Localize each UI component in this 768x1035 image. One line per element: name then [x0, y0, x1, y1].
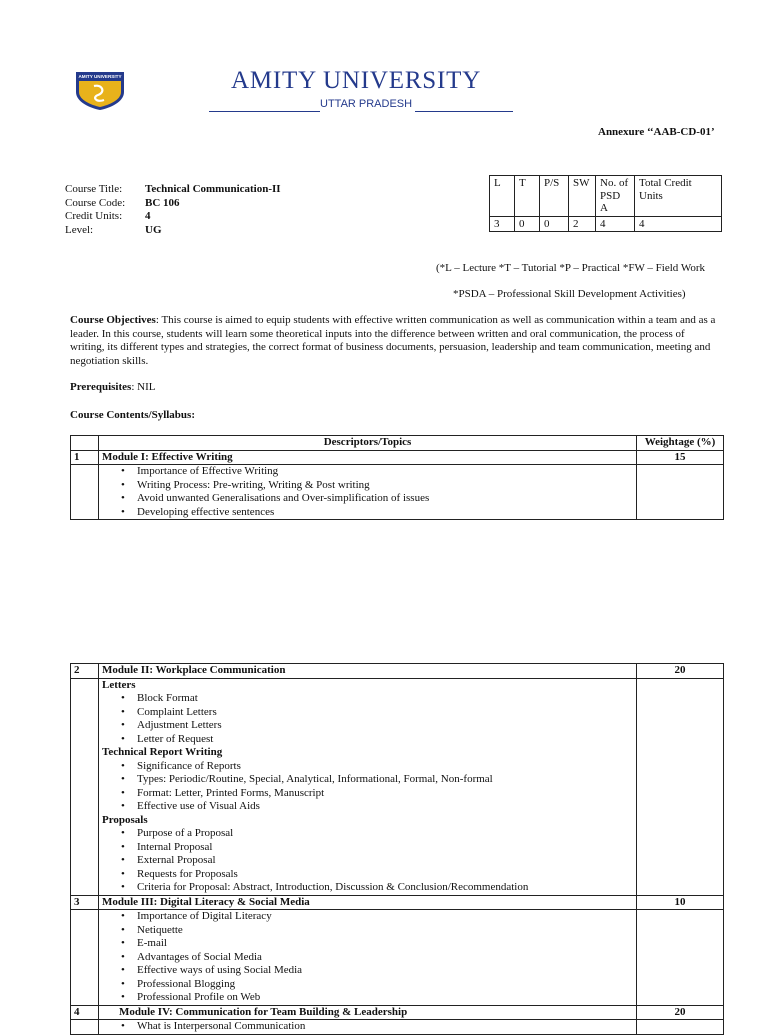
topic-group-heading: Technical Report Writing [102, 746, 223, 758]
module-topics [99, 678, 637, 895]
topic-item: • E-mail [137, 937, 633, 951]
credit-value-cell: 2 [569, 216, 596, 232]
module-3-topics-row [71, 910, 724, 1006]
course-title-value: Technical Communication-II [145, 183, 281, 195]
topic-list [102, 827, 633, 895]
topic-item: • Adjustment Letters [137, 719, 633, 733]
prerequisites [70, 381, 720, 395]
logo-lettering: AMITY UNIVERSITY [78, 74, 122, 79]
module-number: 1 [71, 450, 99, 465]
topic-item: • Requests for Proposals [137, 868, 633, 882]
header-num-cell [71, 436, 99, 451]
state-rule-right [415, 101, 513, 112]
credit-value-cell: 4 [596, 216, 635, 232]
topic-group-heading: Proposals [102, 813, 148, 826]
module-weightage: 15 [637, 450, 724, 465]
university-name: AMITY UNIVERSITY [231, 67, 482, 94]
topic-item: • Purpose of a Proposal [137, 827, 633, 841]
topic-item: • Writing Process: Pre-writing, Writing & Post writing [137, 479, 633, 493]
credit-header-cell: Total Credit Units [635, 176, 722, 217]
credit-header-cell: L [490, 176, 515, 217]
empty-cell [637, 678, 724, 895]
topic-item: • Professional Blogging [137, 978, 633, 992]
prerequisites-text: : NIL [131, 381, 156, 393]
module-title: Module I: Effective Writing [99, 450, 637, 465]
course-title-label: Course Title: [65, 183, 123, 195]
module-weightage: 10 [637, 895, 724, 910]
topic-list [102, 692, 633, 746]
credit-header-cell: P/S [540, 176, 569, 217]
topic-item: • Importance of Effective Writing [137, 465, 633, 479]
annexure-label: Annexure ‘‘AAB-CD-01’ [598, 126, 715, 138]
empty-cell [71, 1020, 99, 1035]
syllabus-table-part-2 [70, 663, 724, 1035]
module-4-topics-row [71, 1020, 724, 1035]
credit-header-cell: No. of PSD A [596, 176, 635, 217]
empty-cell [71, 678, 99, 895]
credit-table [489, 175, 722, 232]
syllabus-table-part-1 [70, 435, 724, 520]
topic-item: • Developing effective sentences [137, 506, 633, 520]
topics-column-header: Descriptors/Topics [99, 436, 637, 451]
topic-item: • Types: Periodic/Routine, Special, Analytical, Informational, Formal, Non-formal [137, 773, 633, 787]
module-1-title-row [71, 450, 724, 465]
module-1-topics-row [71, 465, 724, 520]
module-2-topics-row [71, 678, 724, 895]
level-label: Level: [65, 223, 94, 236]
topic-group-heading: Letters [102, 678, 136, 691]
course-info [65, 183, 281, 237]
psda-note: *PSDA – Professional Skill Development Activities) [453, 288, 686, 300]
credit-units-label: Credit Units: [65, 210, 123, 222]
topic-item: • Letter of Request [137, 733, 633, 747]
topic-item: • Internal Proposal [137, 841, 633, 855]
topic-item: • Advantages of Social Media [137, 951, 633, 965]
prerequisites-label: Prerequisites [70, 381, 132, 393]
topic-item: • What is Interpersonal Communication [137, 1020, 633, 1034]
module-title: Module II: Workplace Communication [99, 664, 637, 679]
module-title: Module III: Digital Literacy & Social Media [99, 895, 637, 910]
module-topics [99, 910, 637, 1006]
contents-heading: Course Contents/Syllabus: [70, 409, 195, 421]
topic-item: • Netiquette [137, 924, 633, 938]
credit-value-cell: 0 [515, 216, 540, 232]
credit-units-row [65, 210, 281, 224]
course-code-label: Course Code: [65, 196, 126, 209]
state-line [209, 98, 513, 112]
topic-list [102, 1020, 633, 1034]
credit-legend: (*L – Lecture *T – Tutorial *P – Practical *FW – Field Work [436, 262, 705, 274]
topic-item: • Effective ways of using Social Media [137, 964, 633, 978]
topic-item: • Avoid unwanted Generalisations and Over-simplification of issues [137, 492, 633, 506]
module-number: 3 [71, 895, 99, 910]
empty-cell [71, 910, 99, 1006]
credit-table-values [490, 216, 722, 232]
topic-item: • Effective use of Visual Aids [137, 800, 633, 814]
topic-item: • Block Format [137, 692, 633, 706]
state-name: UTTAR PRADESH [320, 98, 413, 110]
credit-value-cell: 0 [540, 216, 569, 232]
module-topics [99, 1020, 637, 1035]
credit-units-value: 4 [145, 210, 151, 222]
empty-cell [637, 1020, 724, 1035]
module-topics [99, 465, 637, 520]
module-4-title-row [71, 1005, 724, 1020]
credit-table-header [490, 176, 722, 217]
weightage-column-header: Weightage (%) [637, 436, 724, 451]
objectives-text: : This course is aimed to equip students with effective written communication as well as communication within a team and as a leader. In this course, students will learn some theoretical inputs into the difference between written and oral communication, the process of writing, its different types and strategies, the correct format of business documents, persuasion, leadership and team communication, meeting and negotiation skills. [70, 314, 716, 367]
topic-item: • Importance of Digital Literacy [137, 910, 633, 924]
empty-cell [71, 465, 99, 520]
credit-header-cell: SW [569, 176, 596, 217]
topic-item: • Significance of Reports [137, 760, 633, 774]
level-row [65, 224, 281, 238]
amity-logo [74, 70, 126, 110]
topic-list [102, 465, 633, 519]
course-code-row [65, 197, 281, 211]
credit-header-cell: T [515, 176, 540, 217]
course-title-row [65, 183, 281, 197]
empty-cell [637, 465, 724, 520]
level-value: UG [145, 223, 162, 236]
topic-item: • Complaint Letters [137, 706, 633, 720]
topic-item: • Professional Profile on Web [137, 991, 633, 1005]
topic-item: • Criteria for Proposal: Abstract, Introduction, Discussion & Conclusion/Recommendation [137, 881, 633, 895]
topic-list [102, 910, 633, 1005]
module-weightage: 20 [637, 664, 724, 679]
module-3-title-row [71, 895, 724, 910]
credit-value-cell: 3 [490, 216, 515, 232]
topic-list [102, 760, 633, 814]
module-number: 2 [71, 664, 99, 679]
module-weightage: 20 [637, 1005, 724, 1020]
module-number: 4 [71, 1005, 99, 1020]
syllabus-header-row [71, 436, 724, 451]
credit-value-cell: 4 [635, 216, 722, 232]
state-rule-left [209, 101, 320, 112]
course-objectives [70, 314, 720, 368]
topic-item: • Format: Letter, Printed Forms, Manuscript [137, 787, 633, 801]
module-title: Module IV: Communication for Team Building & Leadership [99, 1005, 637, 1020]
empty-cell [637, 910, 724, 1006]
topic-item: • External Proposal [137, 854, 633, 868]
course-code-value: BC 106 [145, 196, 180, 209]
objectives-label: Course Objectives [70, 314, 156, 326]
module-2-title-row [71, 664, 724, 679]
